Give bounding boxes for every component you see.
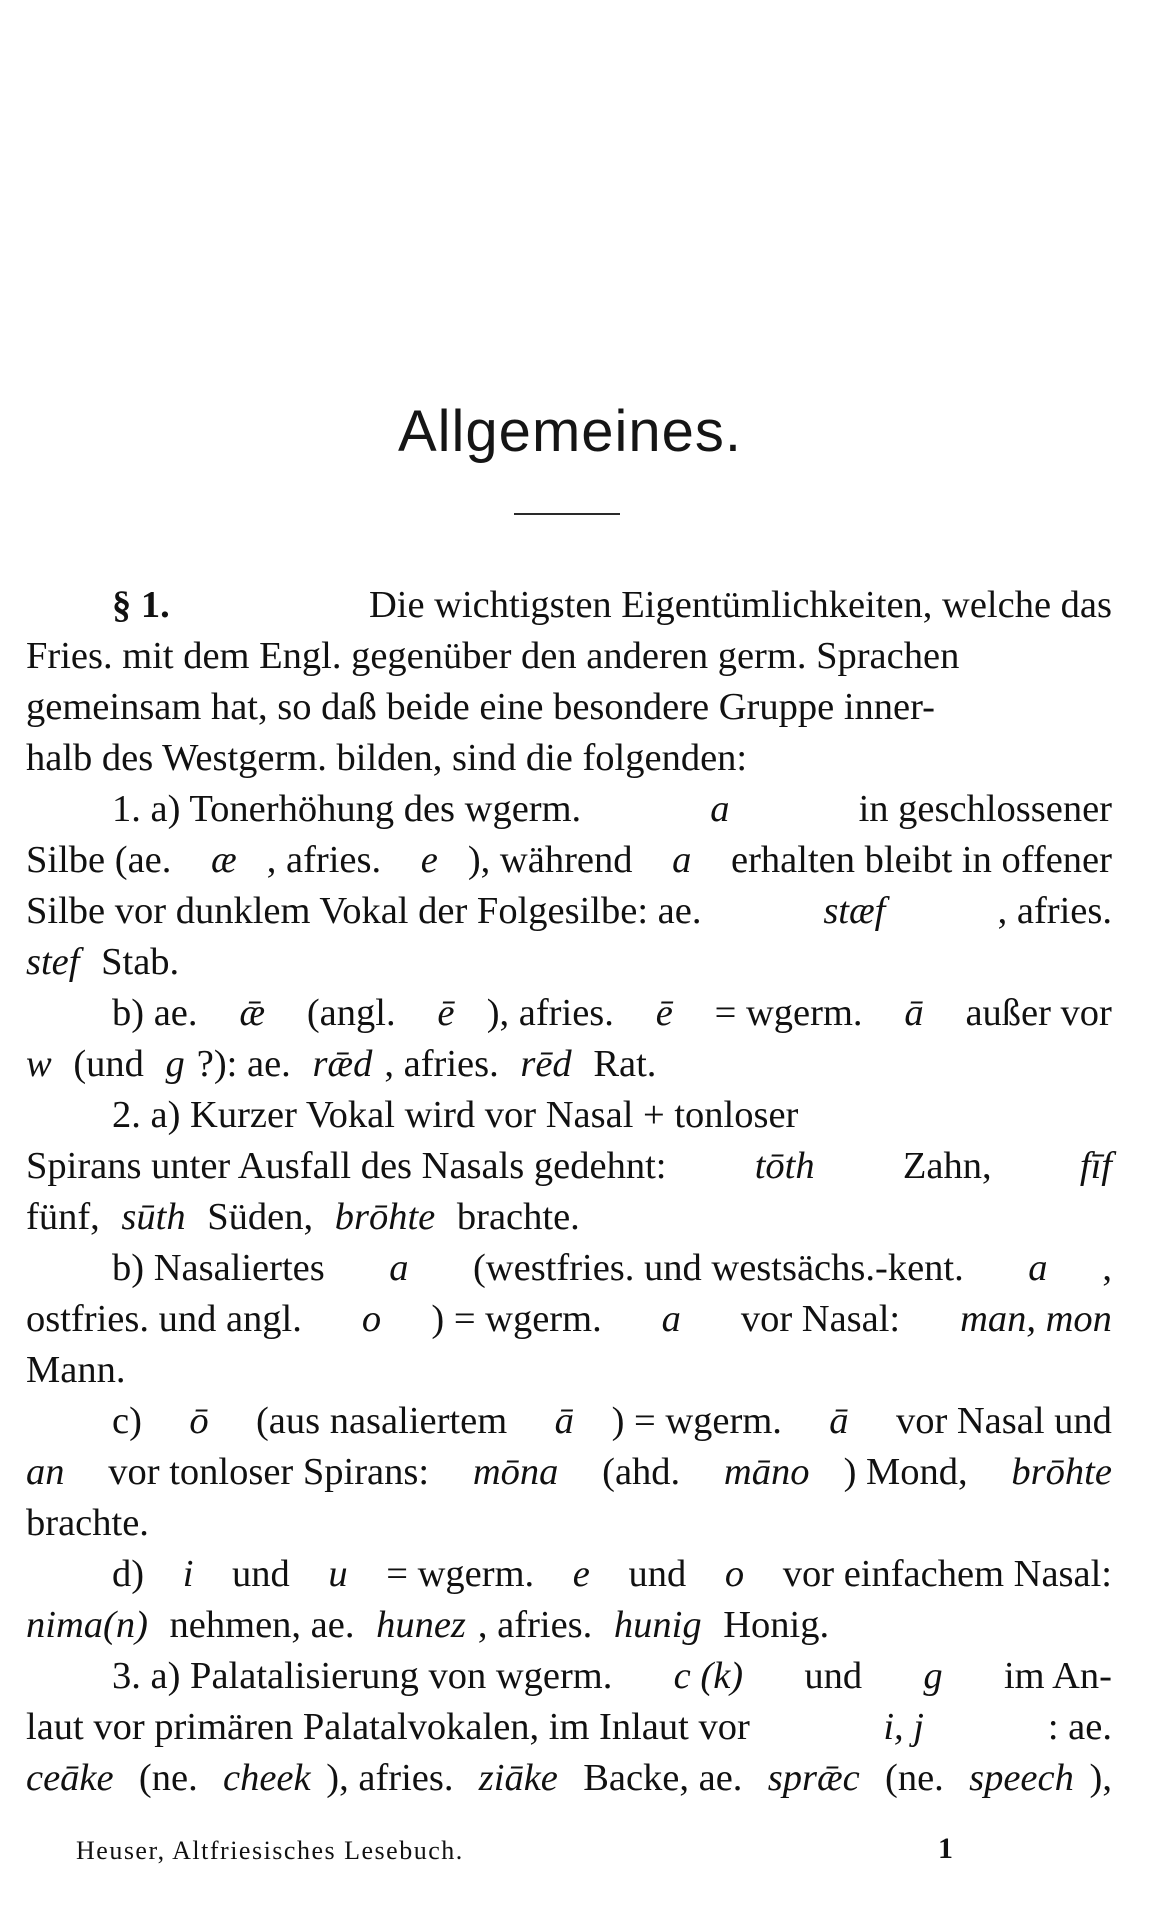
text-run: 3. a) Palatalisierung von wgerm. (112, 1655, 622, 1697)
text-run: ), afries. (486, 992, 624, 1034)
text-run: brachte. (26, 1502, 149, 1544)
text-line (26, 682, 1112, 733)
text-run: ō (189, 1400, 209, 1442)
text-run: stef (26, 941, 80, 983)
text-run: (westfries. und westsächs.-kent. (463, 1247, 974, 1289)
text-run: = wgerm. (705, 992, 873, 1034)
text-run: ) = wgerm. (611, 1400, 792, 1442)
text-run: Backe, ae. (573, 1757, 753, 1799)
text-line (26, 1039, 1112, 1090)
text-run: cheek (223, 1757, 311, 1799)
page-footer (76, 1832, 976, 1876)
text-line (26, 631, 1112, 682)
text-run: c) (112, 1400, 152, 1442)
text-run: e (420, 839, 438, 881)
footer-citation: Heuser, Altfriesisches Lesebuch. (76, 1836, 464, 1865)
text-run: fünf, (26, 1196, 110, 1238)
text-run: ceāke (26, 1757, 114, 1799)
text-run: speech (969, 1757, 1074, 1799)
text-run: b) Nasaliertes (112, 1247, 335, 1289)
text-run: Die wichtigsten Eigentümlichkeiten, welche das (368, 584, 1112, 626)
text-run: a (389, 1247, 409, 1289)
text-line (26, 886, 1112, 937)
text-run: stæf (823, 890, 886, 932)
text-line (26, 784, 1112, 835)
text-run: außer vor (955, 992, 1112, 1034)
text-run: ǣ (239, 992, 266, 1034)
text-run: Silbe vor dunklem Vokal der Folgesilbe: ae. (26, 890, 712, 932)
text-run: ) = wgerm. (431, 1298, 612, 1340)
text-run: und (794, 1655, 872, 1697)
text-line (26, 1498, 1112, 1549)
text-line (26, 1702, 1112, 1753)
text-line (26, 1243, 1112, 1294)
text-line (26, 1651, 1112, 1702)
text-run: vor Nasal: (731, 1298, 910, 1340)
text-run: g (165, 1043, 185, 1085)
text-run: brōhte (334, 1196, 436, 1238)
text-run: Süden, (197, 1196, 323, 1238)
text-line (26, 1141, 1112, 1192)
text-run: nehmen, ae. (159, 1604, 365, 1646)
text-run: nima(n) (26, 1604, 148, 1646)
text-run: (und (63, 1043, 154, 1085)
body-text (26, 580, 1112, 1804)
text-run: tōth (754, 1145, 815, 1187)
text-line (26, 733, 1112, 784)
text-run: ā (904, 992, 924, 1034)
text-line (26, 1753, 1112, 1804)
text-line (26, 1549, 1112, 1600)
text-run: vor tonloser Spirans: (98, 1451, 439, 1493)
text-run: a (661, 1298, 681, 1340)
text-run: ā (554, 1400, 574, 1442)
text-run: sprǣc (767, 1757, 860, 1799)
text-run: ē (655, 992, 673, 1034)
text-run: c (k) (673, 1655, 744, 1697)
text-line (26, 835, 1112, 886)
title-rule (514, 513, 620, 515)
text-run: rēd (520, 1043, 572, 1085)
text-run: : ae. (1047, 1706, 1112, 1748)
text-run: brachte. (447, 1196, 580, 1238)
text-run: æ (211, 839, 237, 881)
text-run: , afries. (266, 839, 391, 881)
text-run: i, j (883, 1706, 924, 1748)
text-run: 2. a) Kurzer Vokal wird vor Nasal + tonloser (112, 1094, 799, 1136)
text-run: ostfries. und angl. (26, 1298, 312, 1340)
text-run: halb des Westgerm. bilden, sind die folgenden: (26, 737, 748, 779)
text-run: (ne. (129, 1757, 208, 1799)
text-run: und (618, 1553, 696, 1595)
text-line (26, 1294, 1112, 1345)
text-run: Stab. (91, 941, 180, 983)
text-run: fīf (1079, 1145, 1112, 1187)
text-run: Rat. (583, 1043, 657, 1085)
text-run: (angl. (297, 992, 406, 1034)
text-run: , (1102, 1247, 1112, 1289)
text-run: a (1028, 1247, 1048, 1289)
text-run: o (361, 1298, 382, 1340)
text-run: ziāke (478, 1757, 558, 1799)
text-run: o (724, 1553, 745, 1595)
text-run: i (182, 1553, 194, 1595)
text-run: a (672, 839, 692, 881)
text-line (26, 937, 1112, 988)
text-line (26, 988, 1112, 1039)
text-run: , afries. (384, 1043, 509, 1085)
text-line (26, 580, 1112, 631)
text-run: sūth (121, 1196, 186, 1238)
text-run: ?): ae. (196, 1043, 301, 1085)
text-run: erhalten bleibt in offener (721, 839, 1112, 881)
text-run: man, mon (960, 1298, 1112, 1340)
text-run: w (26, 1043, 52, 1085)
text-run: und (222, 1553, 300, 1595)
text-run: 1. a) Tonerhöhung des wgerm. (112, 788, 591, 830)
text-run: (ne. (875, 1757, 954, 1799)
page-title: Allgemeines. (397, 399, 743, 464)
text-run: (ahd. (592, 1451, 690, 1493)
text-run: d) (112, 1553, 154, 1595)
text-run: ), afries. (326, 1757, 464, 1799)
text-run: b) ae. (112, 992, 208, 1034)
text-run: ), (1089, 1757, 1112, 1799)
text-run: , afries. (477, 1604, 602, 1646)
text-run: Silbe (ae. (26, 839, 182, 881)
text-run: rǣd (312, 1043, 373, 1085)
text-run: Zahn, (893, 1145, 1002, 1187)
text-run: in geschlossener (848, 788, 1112, 830)
text-line (26, 1600, 1112, 1651)
text-run: u (328, 1553, 348, 1595)
text-run: ) Mond, (843, 1451, 978, 1493)
text-run: Spirans unter Ausfall des Nasals gedehnt: (26, 1145, 677, 1187)
text-run: brōhte (1011, 1451, 1112, 1493)
page-number: 1 (938, 1832, 955, 1865)
text-run: im An- (994, 1655, 1112, 1697)
text-run: e (572, 1553, 590, 1595)
text-run: ), während (467, 839, 643, 881)
text-line (26, 1345, 1112, 1396)
text-run: Honig. (713, 1604, 830, 1646)
text-run: = wgerm. (376, 1553, 544, 1595)
text-run: , afries. (997, 890, 1112, 932)
section-mark: § 1. (112, 584, 170, 626)
text-run: laut vor primären Palatalvokalen, im Inlaut vor (26, 1706, 760, 1748)
text-line (26, 1447, 1112, 1498)
text-line (26, 1090, 1112, 1141)
text-run: a (710, 788, 730, 830)
text-run: mōna (472, 1451, 559, 1493)
text-run: gemeinsam hat, so daß beide eine besondere Gruppe inner- (26, 686, 935, 728)
text-run: Fries. mit dem Engl. gegenüber den anderen germ. Sprachen (26, 635, 960, 677)
text-run: vor einfachem Nasal: (773, 1553, 1112, 1595)
text-run: māno (723, 1451, 810, 1493)
text-line (26, 1192, 1112, 1243)
text-run: hunig (613, 1604, 702, 1646)
text-run: an (26, 1451, 65, 1493)
text-run: vor Nasal und (886, 1400, 1112, 1442)
text-run: ā (829, 1400, 849, 1442)
text-run: hunez (376, 1604, 466, 1646)
text-run: ē (437, 992, 455, 1034)
text-run: g (923, 1655, 943, 1697)
text-run: Mann. (26, 1349, 126, 1391)
text-run: (aus nasaliertem (246, 1400, 517, 1442)
text-line (26, 1396, 1112, 1447)
